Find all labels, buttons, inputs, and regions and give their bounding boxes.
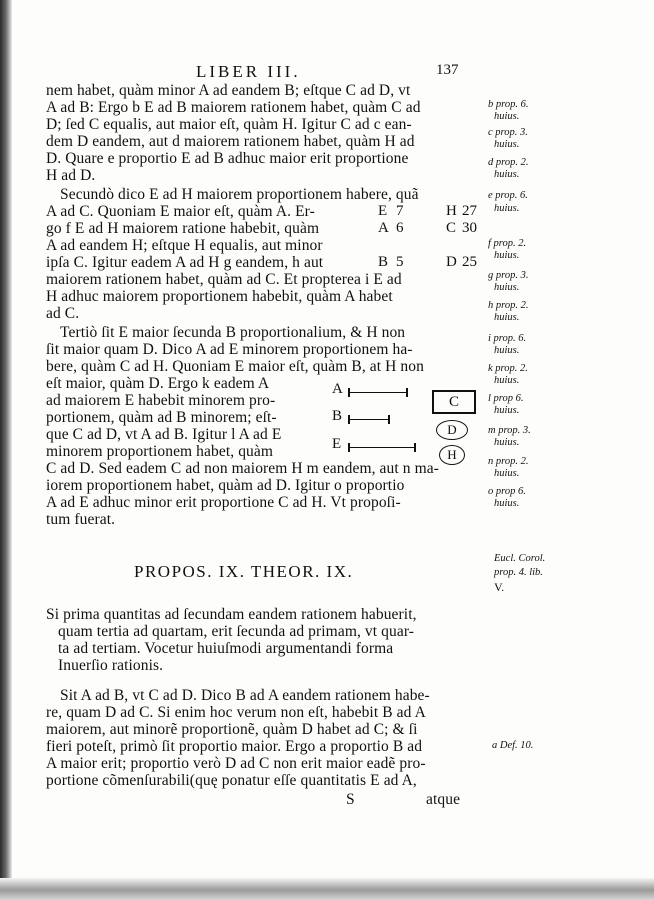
margin-euclid: V. [494,580,505,594]
body-line: maiorem rationem habet, quàm ad C. Et propterea i E ad [46,271,402,288]
table-cell: 25 [462,254,477,270]
body-line: A ad C. Quoniam E maior eſt, quàm A. Er- [46,203,315,220]
statement-line: quam tertia ad quartam, erit ſecunda ad primam, vt quar- [58,623,415,640]
running-header: LIBER III. [196,62,301,81]
body-line: ad C. [46,305,80,322]
margin-note: h prop. 2. [488,300,529,311]
body-line: A ad E adhuc minor erit proportione C ad H. Vt propoſi- [46,494,401,511]
margin-note: huius. [494,405,520,416]
body-line: Secundò dico E ad H maiorem proportionem habere, quã [60,186,419,203]
table-cell: 30 [462,220,477,236]
margin-note: e prop. 6. [488,190,528,201]
margin-note: k prop. 2. [488,363,528,374]
proposition-heading: PROPOS. IX. THEOR. IX. [134,562,354,581]
figure-label-a: A [332,381,343,397]
body-line: dem D eandem, aut d maiorem rationem habet, quàm H ad [46,133,415,150]
table-cell: H [446,203,457,219]
table-cell: 27 [462,203,477,219]
margin-euclid: prop. 4. lib. [494,567,543,578]
body-line: ad maiorem E habebit minorem pro- [46,392,276,409]
segment-a [348,392,408,393]
table-cell: 6 [396,220,404,236]
margin-euclid: Eucl. Corol. [494,553,546,564]
proof-line: re, quam D ad C. Si enim hoc verum non eſt, habebit B ad A [46,704,426,721]
segment-e [348,447,416,448]
proof-line: fieri poteſt, primò ſit proportio maior. Ergo a proportio B ad [46,738,423,755]
table-cell: D [446,254,457,270]
margin-note: huius. [494,498,520,509]
margin-note: huius. [494,437,520,448]
margin-note: c prop. 3. [488,127,528,138]
catchword: atque [426,791,461,808]
statement-line: Inuerſio rationis. [58,657,164,674]
proof-line: portione cõmenſurabili(quę ponatur eſſe quantitatis E ad A, [46,772,417,789]
body-line: ipſa C. Igitur eadem A ad H g eandem, h aut [46,254,324,271]
body-line: que C ad D, vt A ad B. Igitur l A ad E [46,426,282,443]
figure-oval-h: H [439,445,465,465]
margin-note: i prop. 6. [488,333,527,344]
margin-note: huius. [494,375,520,386]
body-line: A ad eandem H; eſtque H equalis, aut minor [46,237,323,254]
figure-box-c: C [432,390,476,414]
page-binding-shadow [0,0,12,900]
segment-b [348,419,390,420]
margin-note: huius. [494,111,520,122]
page-bottom-edge [0,878,654,900]
proof-line: A maior erit; proportio verò D ad C non erit maior eadẽ pro- [46,755,426,772]
margin-note: n prop. 2. [488,456,529,467]
table-cell: C [446,220,457,236]
body-line: H ad D. [46,167,96,184]
body-line: A ad B: Ergo b E ad B maiorem rationem habet, quàm C ad [46,99,421,116]
margin-note: g prop. 3. [488,270,529,281]
figure-oval-d: D [436,420,468,440]
body-line: H adhuc maiorem proportionem habebit, quàm A habet [46,288,393,305]
proof-line: maiorem, aut minorẽ proportionẽ, quàm D habet ad C; & ſi [46,721,418,738]
table-cell: E [378,203,388,219]
margin-note: huius. [494,169,520,180]
table-cell: 5 [396,254,404,270]
body-line: C ad D. Sed eadem C ad non maiorem H m eandem, aut n ma- [46,460,439,477]
body-line: nem habet, quàm minor A ad eandem B; eſtque C ad D, vt [46,82,411,99]
margin-note: huius. [494,468,520,479]
margin-note: d prop. 2. [488,157,529,168]
margin-note: huius. [494,282,520,293]
body-line: bere, quàm C ad H. Quoniam E maior eſt, quàm B, at H non [46,358,424,375]
body-line: ſit maior quam D. Dico A ad E minorem proportionem ha- [46,341,413,358]
body-line: D; ſed C equalis, aut maior eſt, quàm H. Igitur C ad c ean- [46,116,412,133]
body-line: iorem proportionem habet, quàm ad D. Igitur o proportio [46,477,405,494]
body-line: go f E ad H maiorem ratione habebit, quàm [46,220,320,237]
body-line: tum fuerat. [46,511,116,528]
margin-note: huius. [494,345,520,356]
margin-note: huius. [494,203,520,214]
statement-line: Si prima quantitas ad ſecundam eandem rationem habuerit, [46,606,417,623]
margin-note: huius. [494,312,520,323]
proof-line: Sit A ad B, vt C ad D. Dico B ad A eandem rationem habe- [60,687,430,704]
margin-note: b prop. 6. [488,99,529,110]
margin-note: huius. [494,139,520,150]
signature-mark: S [346,791,355,808]
margin-note: l prop 6. [488,393,524,404]
statement-line: ta ad tertiam. Vocetur huiuſmodi argumentandi forma [58,640,394,657]
figure-label-e: E [332,436,342,452]
table-cell: 7 [396,203,404,219]
margin-definition: a Def. 10. [492,740,534,751]
margin-note: o prop 6. [488,486,526,497]
body-line: Tertiò ſit E maior ſecunda B proportionalium, & H non [60,324,406,341]
table-cell: B [378,254,389,270]
margin-note: m prop. 3. [488,425,531,436]
body-line: minorem proportionem habet, quàm [46,443,274,460]
margin-note: huius. [494,250,520,261]
figure-label-b: B [332,408,343,424]
body-line: D. Quare e proportio E ad B adhuc maior erit proportione [46,150,409,167]
table-cell: A [378,220,389,236]
page-number: 137 [436,62,459,78]
margin-note: f prop. 2. [488,238,527,249]
body-line: eſt maior, quàm D. Ergo k eadem A [46,375,270,392]
body-line: portionem, quàm ad B minorem; eſt- [46,409,277,426]
